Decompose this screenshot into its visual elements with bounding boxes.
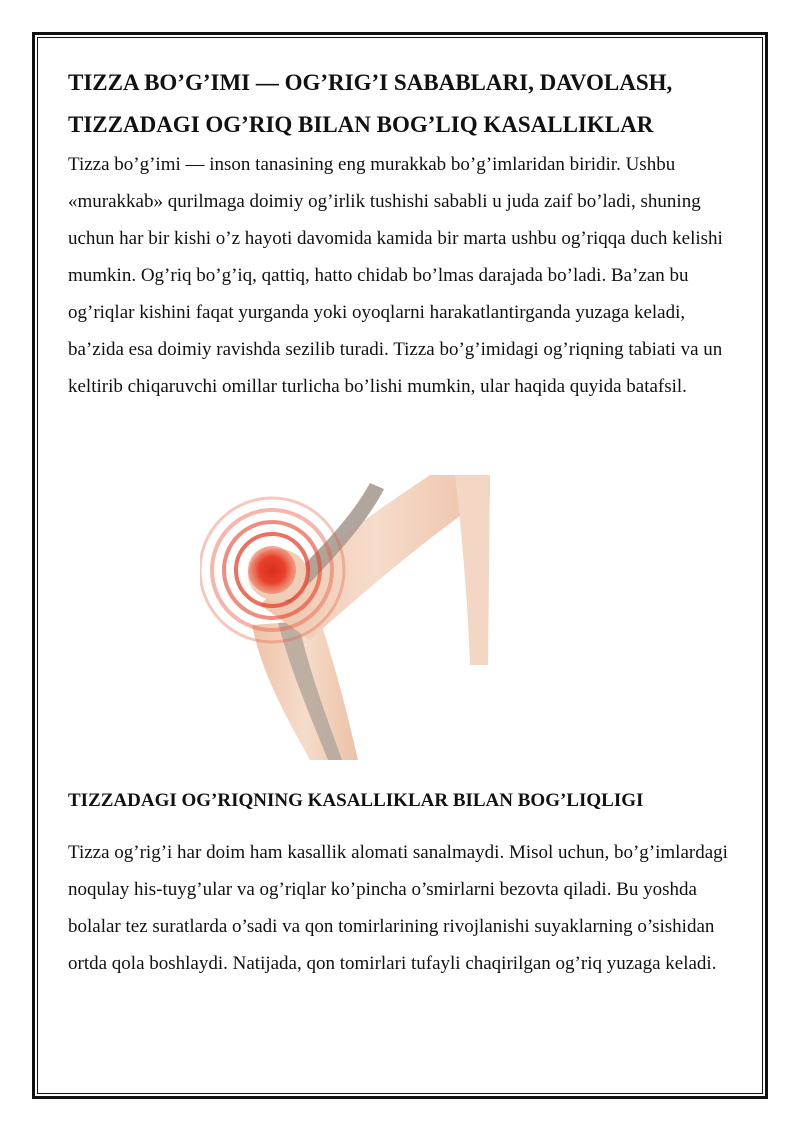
section-heading: TIZZADAGI OG’RIQNING KASALLIKLAR BILAN BOG’LIQLIGI	[68, 790, 644, 811]
pain-core	[248, 546, 296, 594]
intro-paragraph: Tizza bo’g’imi — inson tanasining eng murakkab bo’g’imlaridan biridir. Ushbu «murakkab» qurilmaga doimiy og’irlik tushishi sababli u juda zaif bo’ladi, shuning uchun har bir kishi o’z hayoti davomida kamida bir marta ushbu og’riqqa duch kelishi mumkin. Og’riq bo’g’iq, qattiq, hatto chidab bo’lmas darajada bo’ladi. Ba’zan bu og’riqlar kishini faqat yurganda yoki oyoqlarni harakatlantirganda yuzaga keladi, ba’zida esa doimiy ravishda sezilib turadi. Tizza bo’g’imidagi og’riqning tabiati va un keltirib chiqaruvchi omillar turlicha bo’lishi mumkin, ular haqida quyida batafsil.	[68, 154, 723, 397]
knee-illustration-svg	[200, 475, 490, 760]
section-body	[68, 834, 736, 982]
knee-pain-illustration	[200, 475, 490, 760]
document-body	[68, 62, 736, 405]
document-title: TIZZA BO’G’IMI — OG’RIG’I SABABLARI, DAVOLASH, TIZZADAGI OG’RIQ BILAN BOG’LIQ KASALLIKLAR	[68, 70, 673, 137]
section-paragraph: Tizza og’rig’i har doim ham kasallik alomati sanalmaydi. Misol uchun, bo’g’imlardagi noqulay his-tuyg’ular va og’riqlar ko’pincha o’smirlarni bezovta qiladi. Bu yoshda bolalar tez suratlarda o’sadi va qon tomirlarining rivojlanishi suyaklarning o’sishidan ortda qola boshlaydi. Natijada, qon tomirlari tufayli chaqirilgan og’riq yuzaga keladi.	[68, 842, 728, 974]
back-leg-shape	[455, 475, 490, 665]
